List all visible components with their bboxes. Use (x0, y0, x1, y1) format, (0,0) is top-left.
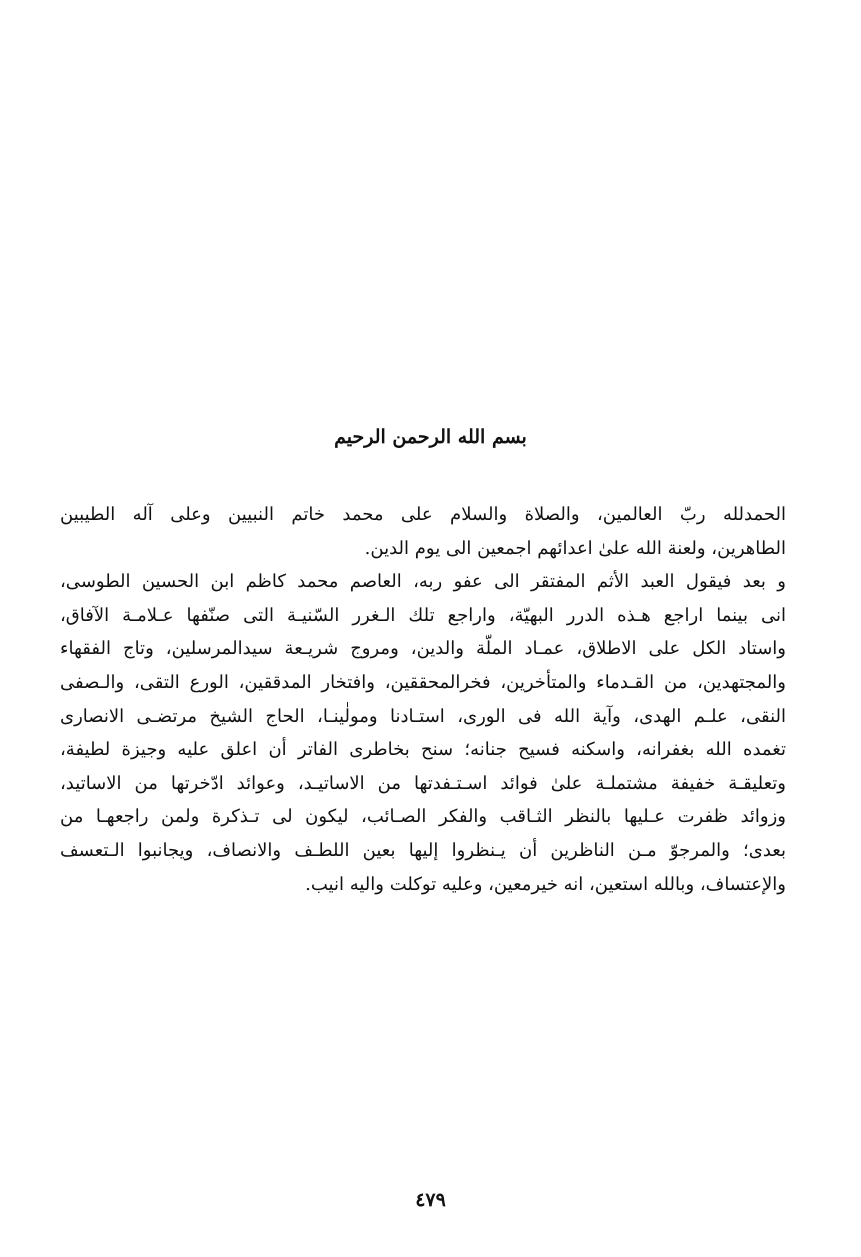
basmala-heading: بسم الله الرحمن الرحيم (334, 426, 527, 448)
text-line: و بعد فيقول العبد الأثم المفتقر الى عفو ربه، العاصم محمد كاظم ابن الحسين الطوسى، (60, 571, 786, 593)
text-line: النقى، علـم الهدى، وآية الله فى الورى، استـادنا ومولٰينـا، الحاج الشيخ مرتضـى الانصارى (60, 705, 786, 727)
text-line: تغمده الله بغفرانه، واسكنه فسيح جنانه؛ سنح بخاطرى الفاتر أن اعلق عليه وجيزة لطيفة، (60, 739, 786, 761)
page-number: ٤٧٩ (415, 1189, 446, 1211)
text-line: بعدى؛ والمرجوّ مـن الناظرين أن يـنظروا إليها بعين اللطـف والانصاف، ويجانبوا الـتعسف (60, 839, 786, 861)
paragraph (60, 565, 786, 901)
body-text (60, 498, 786, 901)
paragraph (60, 498, 786, 565)
text-line: الطاهرين، ولعنة الله علىٰ اعدائهم اجمعين الى يوم الدين. (364, 537, 786, 559)
text-line: انى بينما اراجع هـذه الدرر البهيّة، واراجع تلك الـغرر السّنيـة التى صنّفها عـلامـة الآفاق، (60, 604, 786, 626)
text-line: وزوائد ظفرت عـليها بالنظر الثـاقب والفكر الصـائب، ليكون لى تـذكرة ولمن راجعهـا من (60, 806, 786, 828)
text-line: والإعتساف، وبالله استعين، انه خيرمعين، وعليه توكلت واليه انيب. (305, 873, 786, 895)
text-line: وتعليقـة خفيفة مشتملـة علىٰ فوائد اسـتـفدتها من الاساتيـد، وعوائد ادّخرتها من الاساتيد، (60, 772, 786, 794)
text-line: الحمدلله ربّ العالمين، والصلاة والسلام على محمد خاتم النبيين وعلى آله الطيبين (60, 504, 786, 525)
text-line: واستاد الكل على الاطلاق، عمـاد الملّة والدين، ومروج شريـعة سيدالمرسلين، وتاج الفقهاء (60, 638, 786, 660)
text-line: والمجتهدين، من القـدماء والمتأخرين، فخرالمحققين، وافتخار المدققين، الورع التقى، والـصفى (60, 671, 786, 693)
